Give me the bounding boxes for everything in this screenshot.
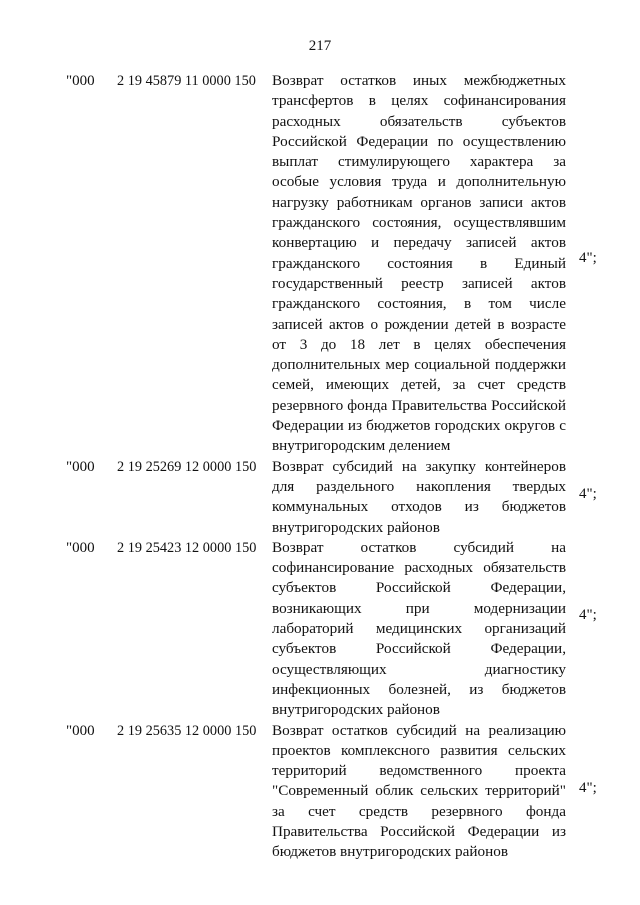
budget-classification-code: 2 19 25423 12 0000 150 <box>117 539 257 556</box>
code-suffix: 4"; <box>579 485 597 502</box>
row-description: Возврат субсидий на закупку контейнеров для раздельного накопления твердых коммунальных отходов из бюджетов внутригородских районов <box>272 457 566 536</box>
row-description: Возврат остатков иных межбюджетных трансфертов в целях софинансирования расходных обязательств субъектов Российской Федерации по осуществлению выплат стимулирующего характера за особые условия труда и дополнительную нагрузку работникам органов записи актов гражданского состояния, осуществлявшим конвертацию и передачу записей актов гражданского состояния в Единый государственный реестр записей актов гражданского состояния, в том числе записей актов о рождении детей в возрасте от 3 до 18 лет в целях обеспечения дополнительных мер социальной поддержки семей, имеющих детей, за счет средств резервного фонда Правительства Российской Федерации из бюджетов городских округов с внутригородским делением <box>272 72 566 455</box>
page-number: 217 <box>308 38 332 54</box>
table-row <box>0 71 640 457</box>
table-row <box>0 721 640 863</box>
code-prefix: "000 <box>66 539 95 556</box>
table-row <box>0 457 640 538</box>
row-description: Возврат остатков субсидий на реализацию проектов комплексного развития сельских территорий ведомственного проекта "Современный облик сельских территорий" за счет средств резервного фонда Правительства Российской Федерации из бюджетов внутригородских районов <box>272 721 566 861</box>
code-prefix: "000 <box>66 73 95 89</box>
code-prefix: "000 <box>66 458 95 475</box>
budget-classification-code: 2 19 25269 12 0000 150 <box>117 458 257 475</box>
code-suffix: 4"; <box>579 779 597 796</box>
table-row <box>0 538 640 721</box>
budget-classification-code: 2 19 45879 11 0000 150 <box>117 73 256 89</box>
budget-classification-code: 2 19 25635 12 0000 150 <box>117 722 257 739</box>
budget-code-table <box>0 71 640 863</box>
code-prefix: "000 <box>66 722 95 739</box>
code-suffix: 4"; <box>579 606 597 623</box>
code-suffix: 4"; <box>579 250 597 266</box>
row-description: Возврат остатков субсидий на софинансирование расходных обязательств субъектов Российской Федерации, возникающих при модернизации лабораторий медицинских организаций субъектов Российской Федерации, осуществляющих диагностику инфекционных болезней, из бюджетов внутригородских районов <box>272 538 566 719</box>
